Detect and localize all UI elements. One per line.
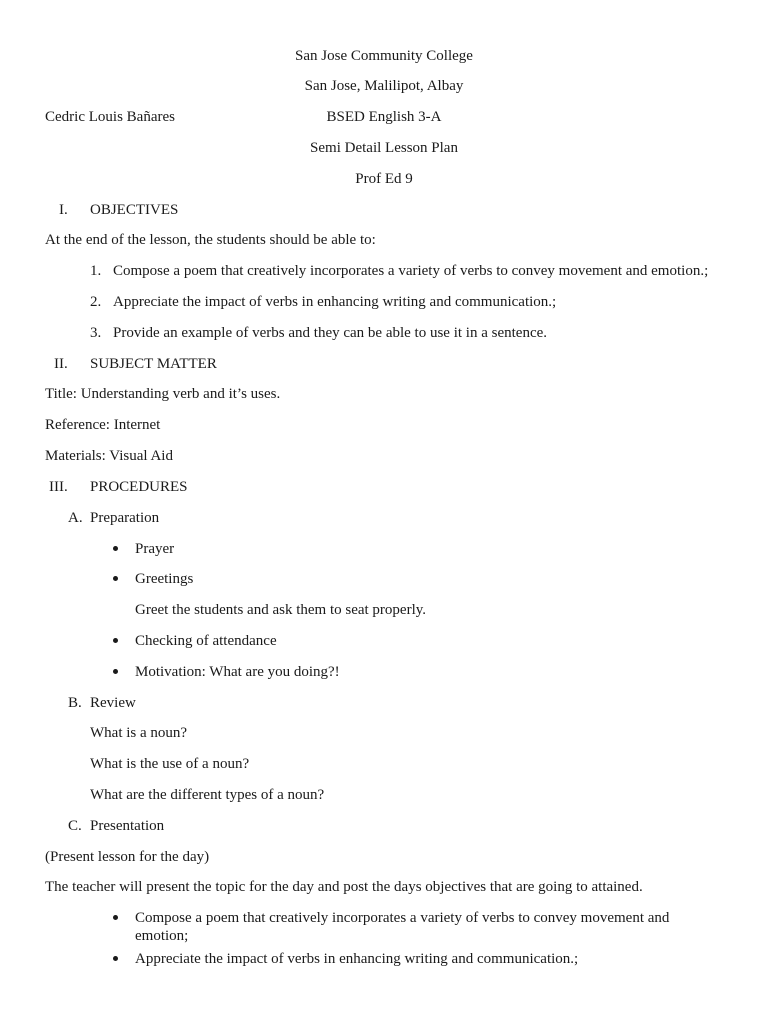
bullet-icon [113, 669, 118, 674]
preparation-bullet: Prayer [135, 541, 175, 557]
objective-number: 2. [90, 294, 102, 310]
school-name: San Jose Community College [295, 48, 473, 64]
preparation-bullet: Greetings [135, 571, 194, 587]
subsection-letter-presentation: C. [68, 818, 82, 834]
preparation-bullet: Motivation: What are you doing?! [135, 664, 340, 680]
subsection-heading-preparation: Preparation [90, 510, 160, 526]
review-question: What is the use of a noun? [90, 756, 250, 772]
bullet-icon [113, 915, 118, 920]
section-heading-objectives: OBJECTIVES [90, 202, 179, 218]
subsection-heading-presentation: Presentation [90, 818, 165, 834]
objective-item: Compose a poem that creatively incorporates a variety of verbs to convey movement and emotion.; [113, 263, 709, 279]
objectives-intro: At the end of the lesson, the students should be able to: [45, 232, 376, 248]
review-question: What is a noun? [90, 725, 188, 741]
school-address: San Jose, Malilipot, Albay [304, 78, 464, 94]
objective-number: 1. [90, 263, 102, 279]
subsection-letter-review: B. [68, 695, 82, 711]
subsection-letter-preparation: A. [68, 510, 83, 526]
presentation-bullet: Appreciate the impact of verbs in enhancing writing and communication.; [135, 951, 579, 967]
course-code: Prof Ed 9 [355, 171, 413, 187]
section-heading-subject-matter: SUBJECT MATTER [90, 356, 217, 372]
objective-item: Provide an example of verbs and they can be able to use it in a sentence. [113, 325, 548, 341]
bullet-icon [113, 638, 118, 643]
section-numeral-subject-matter: II. [54, 356, 68, 372]
preparation-bullet: Checking of attendance [135, 633, 277, 649]
author-name: Cedric Louis Bañares [45, 109, 175, 125]
bullet-icon [113, 546, 118, 551]
subject-title: Title: Understanding verb and it’s uses. [45, 386, 281, 402]
section-heading-procedures: PROCEDURES [90, 479, 188, 495]
bullet-icon [113, 956, 118, 961]
class-section: BSED English 3-A [326, 109, 442, 125]
presentation-note: (Present lesson for the day) [45, 849, 210, 865]
bullet-icon [113, 576, 118, 581]
subject-materials: Materials: Visual Aid [45, 448, 173, 464]
greetings-note: Greet the students and ask them to seat properly. [135, 602, 427, 618]
subject-reference: Reference: Internet [45, 417, 161, 433]
objective-number: 3. [90, 325, 102, 341]
review-question: What are the different types of a noun? [90, 787, 325, 803]
section-numeral-procedures: III. [49, 479, 68, 495]
presentation-intro: The teacher will present the topic for the day and post the days objectives that are going to attained. [45, 879, 643, 895]
presentation-bullet: Compose a poem that creatively incorporates a variety of verbs to convey movement and emotion; [135, 910, 670, 944]
subsection-heading-review: Review [90, 695, 136, 711]
section-numeral-objectives: I. [59, 202, 68, 218]
document-type: Semi Detail Lesson Plan [310, 140, 458, 156]
objective-item: Appreciate the impact of verbs in enhancing writing and communication.; [113, 294, 557, 310]
